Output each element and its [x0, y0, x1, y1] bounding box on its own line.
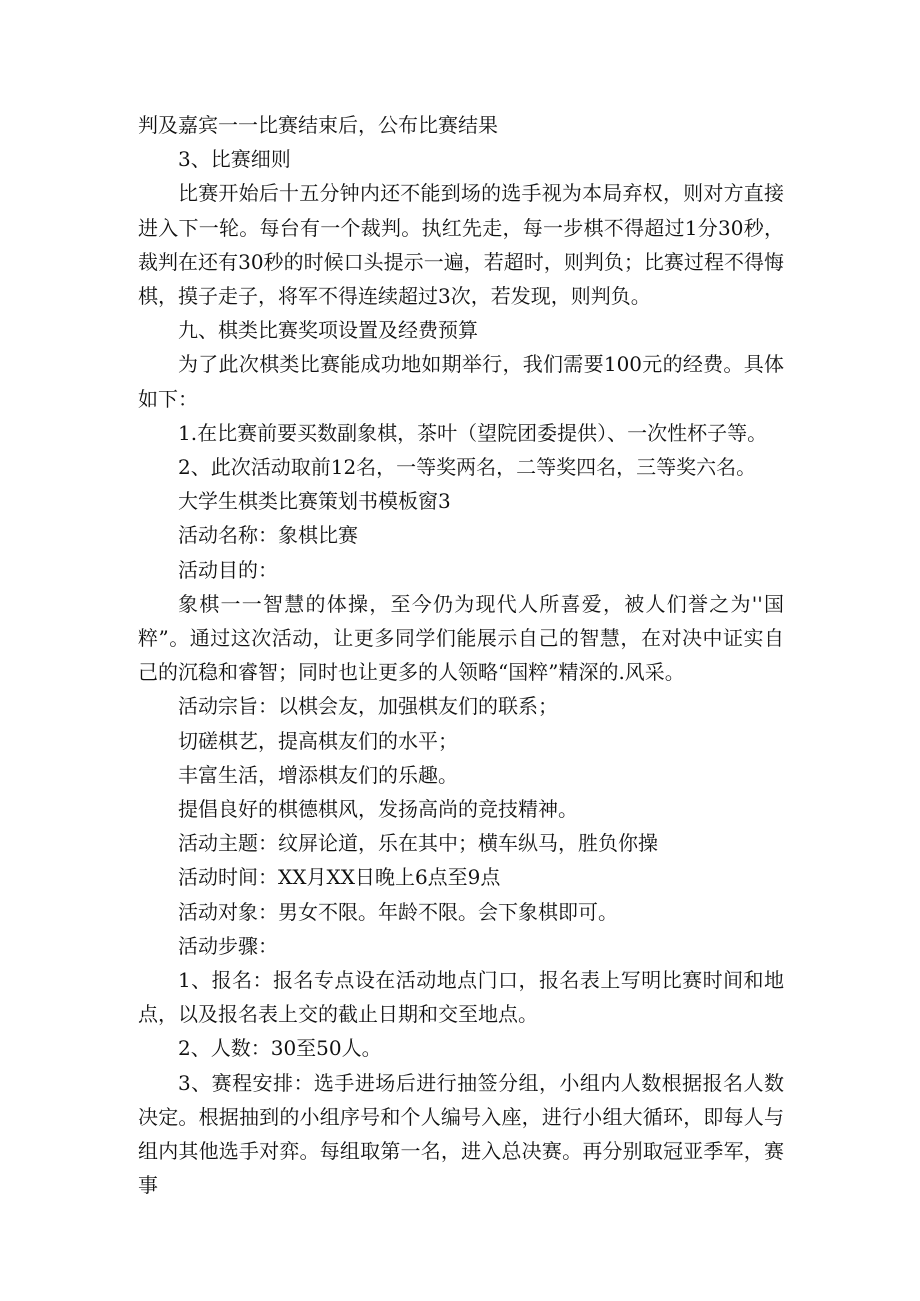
document-page — [138, 108, 784, 1203]
paragraph-results-announcement: 判及嘉宾一一比赛结束后，公布比赛结果 — [138, 113, 498, 137]
list-item-budget-2: 2、此次活动取前12名，一等奖两名，二等奖四名，三等奖六名。 — [178, 455, 757, 480]
activity-purpose-label: 活动目的： — [178, 557, 278, 582]
step-participants: 2、人数：30至50人。 — [178, 1036, 382, 1061]
activity-steps-label: 活动步骤： — [178, 933, 278, 958]
heading-competition-rules: 3、比赛细则 — [178, 147, 291, 172]
step-schedule: 3、赛程安排：选手进场后进行抽签分组，小组内人数根据报名人数决定。根据抽到的小组序号和个人编号入座，进行小组大循环，即每人与组内其他选手对弈。每组取第一名，进入总决赛。再分别取冠亚季军，赛事 — [138, 1070, 784, 1198]
section-title-template-3: 大学生棋类比赛策划书模板窗3 — [178, 489, 451, 514]
activity-theme: 活动主题：纹屏论道，乐在其中；横车纵马，胜负你操 — [178, 831, 658, 856]
paragraph-rules-detail: 比赛开始后十五分钟内还不能到场的选手视为本局弃权，则对方直接进入下一轮。每台有一个裁判。执红先走，每一步棋不得超过1分30秒，裁判在还有30秒的时候口头提示一遍，若超时，则判负；比赛过程不得悔棋，摸子走子，将军不得连续超过3次，若发现，则判负。 — [138, 181, 784, 309]
activity-tenet: 活动宗旨：以棋会友，加强棋友们的联系； — [178, 694, 558, 719]
tenet-line-2: 切磋棋艺，提高棋友们的水平； — [178, 728, 458, 753]
activity-time: 活动时间：XX月XX日晚上6点至9点 — [178, 865, 501, 890]
list-item-budget-1: 1.在比赛前要买数副象棋，茶叶（望院团委提供）、一次性杯子等。 — [178, 420, 768, 445]
paragraph-budget: 为了此次棋类比赛能成功地如期举行，我们需要100元的经费。具体如下： — [138, 352, 784, 411]
activity-name: 活动名称：象棋比赛 — [178, 523, 358, 548]
heading-awards-budget: 九、棋类比赛奖项设置及经费预算 — [178, 318, 478, 343]
tenet-line-4: 提倡良好的棋德棋风，发扬高尚的竞技精神。 — [178, 797, 578, 822]
step-registration: 1、报名：报名专点设在活动地点门口，报名表上写明比赛时间和地点，以及报名表上交的截止日期和交至地点。 — [138, 968, 784, 1027]
tenet-line-3: 丰富生活，增添棋友们的乐趣。 — [178, 762, 458, 787]
paragraph-purpose: 象棋一一智慧的体操，至今仍为现代人所喜爱，被人们誉之为''国粹”。通过这次活动，让更多同学们能展示自己的智慧，在对决中证实自己的沉稳和睿智；同时也让更多的人领略“国粹”精深的.风采。 — [138, 591, 784, 685]
activity-target: 活动对象：男女不限。年龄不限。会下象棋即可。 — [178, 899, 618, 924]
